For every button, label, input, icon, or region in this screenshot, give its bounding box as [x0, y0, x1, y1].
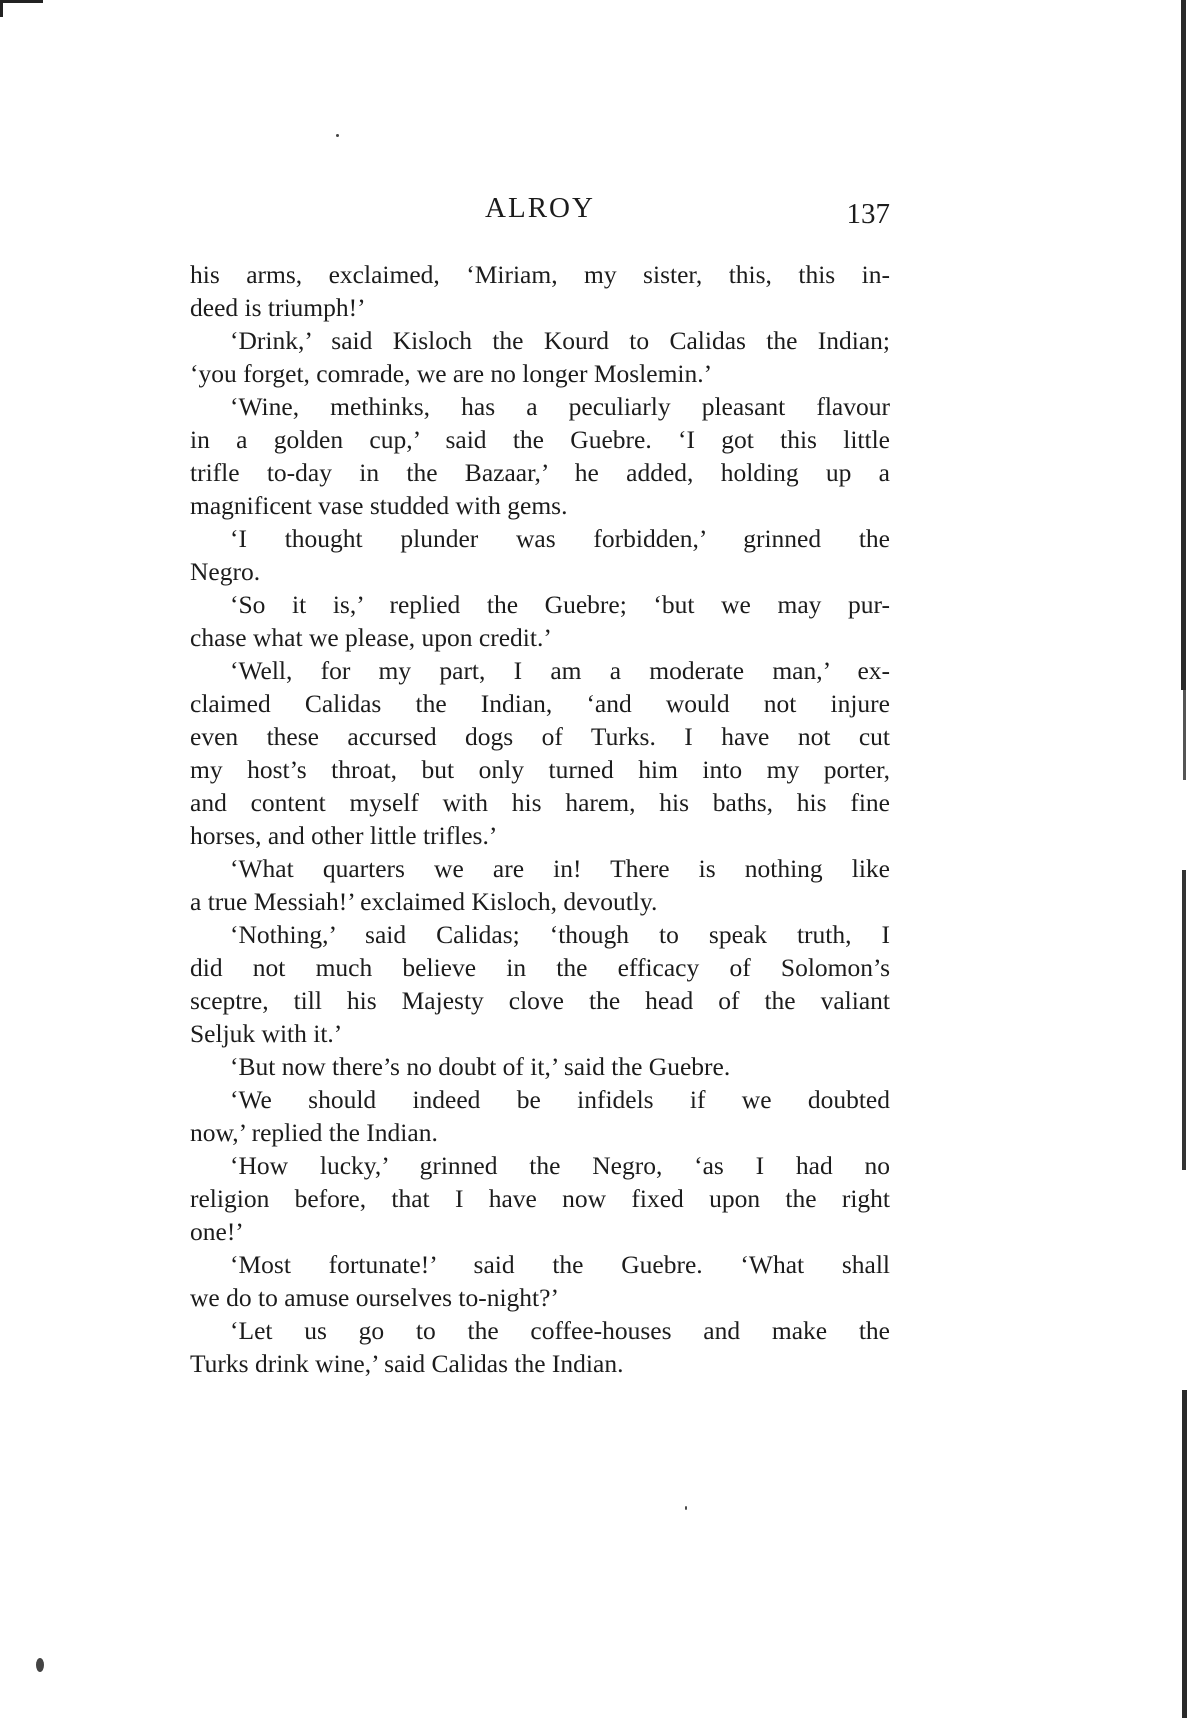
- text-line: horses, and other little trifles.’: [190, 821, 498, 850]
- scan-speck: [336, 134, 339, 137]
- running-head: [190, 192, 890, 232]
- text-line: in a golden cup,’ said the Guebre. ‘I got this little: [190, 425, 890, 454]
- text-line: Seljuk with it.’: [190, 1019, 343, 1048]
- text-line: Negro.: [190, 557, 261, 586]
- text-line: my host’s throat, but only turned him into my porter,: [190, 755, 890, 784]
- text-line: ‘So it is,’ replied the Guebre; ‘but we may pur-: [230, 590, 890, 619]
- text-line: ‘Drink,’ said Kisloch the Kourd to Calidas the Indian;: [230, 326, 890, 355]
- text-line: ‘Wine, methinks, has a peculiarly pleasant flavour: [230, 392, 890, 421]
- page-number: 137: [846, 198, 890, 230]
- text-line: and content myself with his harem, his baths, his fine: [190, 788, 890, 817]
- text-line: trifle to-day in the Bazaar,’ he added, holding up a: [190, 458, 890, 487]
- scan-speck: [36, 1658, 44, 1672]
- text-line: ‘Nothing,’ said Calidas; ‘though to speak truth, I: [230, 920, 890, 949]
- text-line: chase what we please, upon credit.’: [190, 623, 552, 652]
- book-title: ALROY: [485, 192, 595, 224]
- text-line: even these accursed dogs of Turks. I have not cut: [190, 722, 890, 751]
- text-line: deed is triumph!’: [190, 293, 366, 322]
- scan-edge-shadow: [1169, 0, 1199, 1718]
- scan-corner-mark: [0, 0, 43, 17]
- text-line: ‘But now there’s no doubt of it,’ said the Guebre.: [230, 1052, 731, 1081]
- text-line: Turks drink wine,’ said Calidas the Indian.: [190, 1349, 624, 1378]
- text-line: ‘you forget, comrade, we are no longer Moslemin.’: [190, 359, 713, 388]
- text-line: ‘What quarters we are in! There is nothing like: [230, 854, 890, 883]
- text-line: ‘How lucky,’ grinned the Negro, ‘as I had no: [230, 1151, 890, 1180]
- scan-speck: [685, 1506, 687, 1510]
- text-line: we do to amuse ourselves to-night?’: [190, 1283, 559, 1312]
- text-line: religion before, that I have now fixed upon the right: [190, 1184, 890, 1213]
- text-line: a true Messiah!’ exclaimed Kisloch, devoutly.: [190, 887, 658, 916]
- body-text: [190, 258, 890, 1380]
- text-line: did not much believe in the efficacy of Solomon’s: [190, 953, 890, 982]
- text-line: sceptre, till his Majesty clove the head of the valiant: [190, 986, 890, 1015]
- text-line: magnificent vase studded with gems.: [190, 491, 568, 520]
- text-line: one!’: [190, 1217, 244, 1246]
- text-line: claimed Calidas the Indian, ‘and would not injure: [190, 689, 890, 718]
- text-line: ‘Most fortunate!’ said the Guebre. ‘What shall: [230, 1250, 890, 1279]
- text-line: his arms, exclaimed, ‘Miriam, my sister, this, this in-: [190, 260, 890, 289]
- text-line: ‘Let us go to the coffee-houses and make the: [230, 1316, 890, 1345]
- text-line: now,’ replied the Indian.: [190, 1118, 438, 1147]
- text-line: ‘I thought plunder was forbidden,’ grinned the: [230, 524, 890, 553]
- text-line: ‘We should indeed be infidels if we doubted: [230, 1085, 890, 1114]
- text-line: ‘Well, for my part, I am a moderate man,’ ex-: [230, 656, 890, 685]
